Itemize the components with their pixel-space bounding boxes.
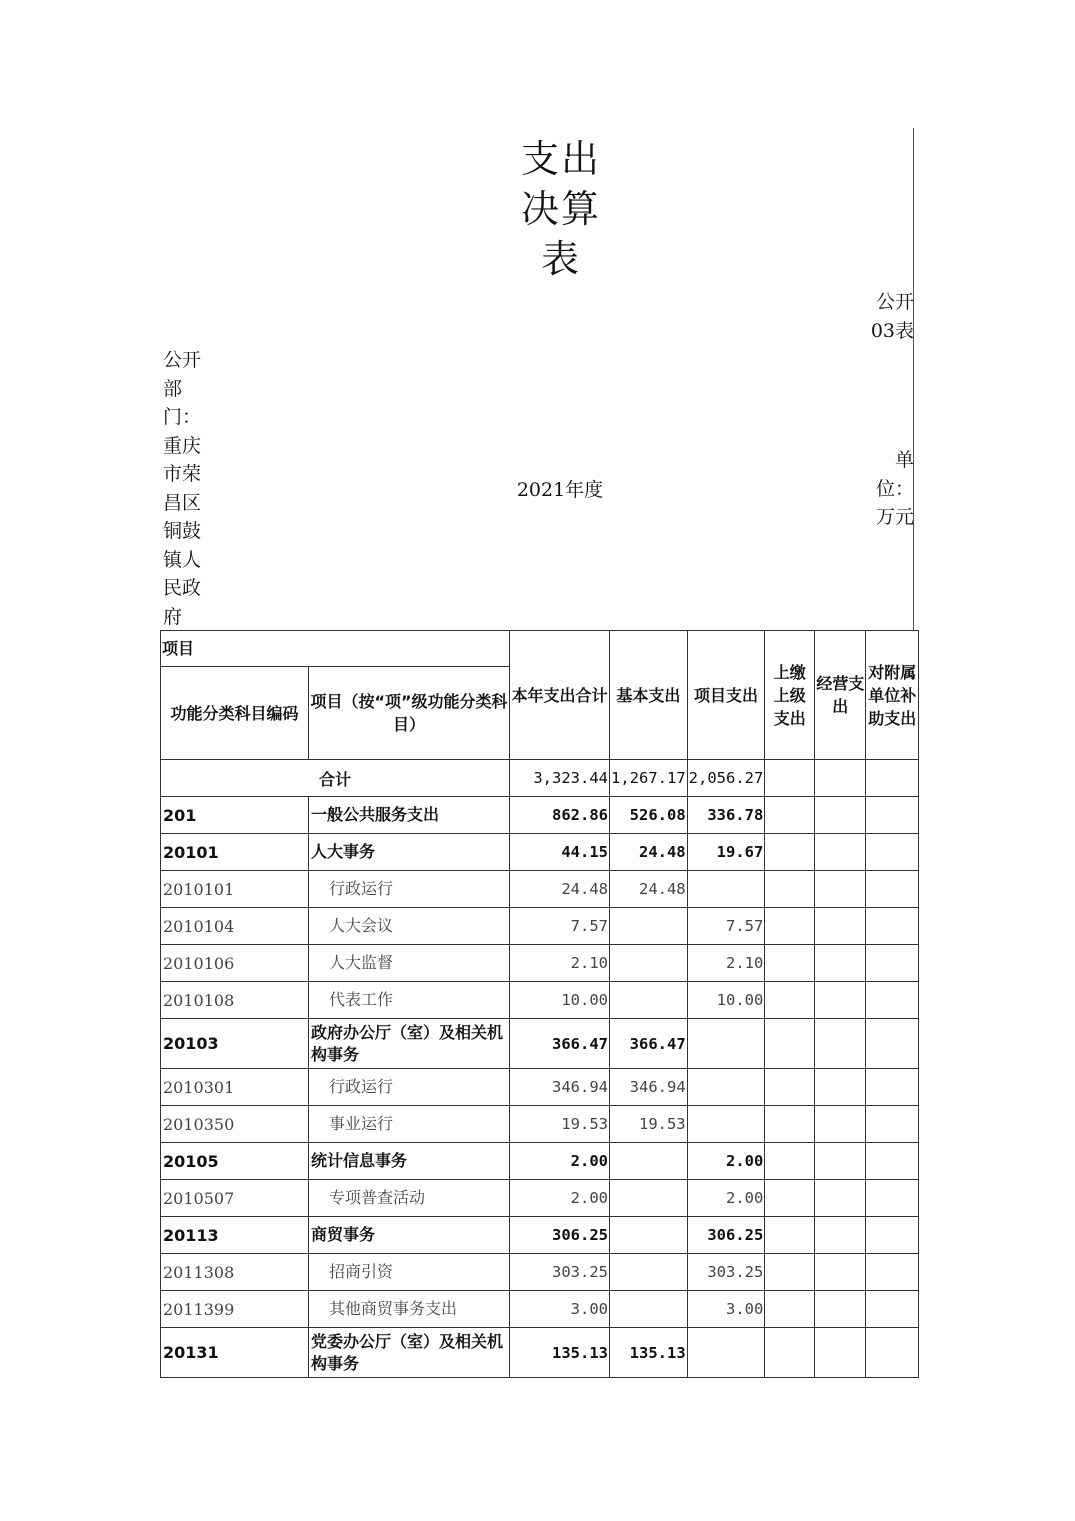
row-business: [815, 834, 866, 871]
row-upper: [765, 908, 815, 945]
row-subsidy: [866, 871, 919, 908]
total-total: 3,323.44: [510, 760, 610, 797]
row-name: 行政运行: [309, 1069, 510, 1106]
fiscal-year: 2021年度: [516, 479, 604, 501]
row-total: 862.86: [510, 797, 610, 834]
row-upper: [765, 834, 815, 871]
row-business: [815, 1254, 866, 1291]
row-basic: 19.53: [610, 1106, 688, 1143]
row-total: 366.47: [510, 1019, 610, 1069]
row-code: 201: [161, 797, 309, 834]
table-row: [161, 945, 919, 982]
row-code: 2010350: [161, 1106, 309, 1143]
row-business: [815, 908, 866, 945]
row-name: 人大会议: [309, 908, 510, 945]
table-row: [161, 1143, 919, 1180]
row-project: 10.00: [687, 982, 765, 1019]
row-subsidy: [866, 1106, 919, 1143]
header-subsidy: 对附属单位补助支出: [866, 631, 919, 760]
header-project-spend: 项目支出: [687, 631, 765, 760]
row-basic: [610, 1180, 688, 1217]
header-basic: 基本支出: [610, 631, 688, 760]
row-business: [815, 945, 866, 982]
table-row: [161, 1106, 919, 1143]
table-row: [161, 1217, 919, 1254]
table-row: [161, 1019, 919, 1069]
row-subsidy: [866, 797, 919, 834]
header-total: 本年支出合计: [510, 631, 610, 760]
header-business: 经营支出: [815, 631, 866, 760]
table-row: [161, 982, 919, 1019]
report-title: 支出决算表: [520, 137, 601, 281]
row-project: 19.67: [687, 834, 765, 871]
table-row: [161, 834, 919, 871]
row-code: 20105: [161, 1143, 309, 1180]
row-name: 人大事务: [309, 834, 510, 871]
row-name: 其他商贸事务支出: [309, 1291, 510, 1328]
row-basic: [610, 1217, 688, 1254]
row-business: [815, 1143, 866, 1180]
row-total: 135.13: [510, 1328, 610, 1378]
row-code: 2011399: [161, 1291, 309, 1328]
row-business: [815, 1217, 866, 1254]
row-code: 2011308: [161, 1254, 309, 1291]
row-total: 2.00: [510, 1180, 610, 1217]
row-basic: 135.13: [610, 1328, 688, 1378]
row-name: 招商引资: [309, 1254, 510, 1291]
total-project: 2,056.27: [687, 760, 765, 797]
unit-label: 单位：万元: [875, 449, 914, 528]
table-row: [161, 908, 919, 945]
right-border-line: [913, 128, 914, 631]
row-total: 303.25: [510, 1254, 610, 1291]
row-total: 3.00: [510, 1291, 610, 1328]
row-name: 商贸事务: [309, 1217, 510, 1254]
row-subsidy: [866, 834, 919, 871]
row-subsidy: [866, 1180, 919, 1217]
row-basic: 526.08: [610, 797, 688, 834]
total-upper: [765, 760, 815, 797]
row-upper: [765, 982, 815, 1019]
row-name: 党委办公厅（室）及相关机构事务: [309, 1328, 510, 1378]
row-basic: 366.47: [610, 1019, 688, 1069]
row-business: [815, 1069, 866, 1106]
row-upper: [765, 1069, 815, 1106]
total-basic: 1,267.17: [610, 760, 688, 797]
total-row: [161, 760, 919, 797]
row-code: 2010301: [161, 1069, 309, 1106]
row-subsidy: [866, 1254, 919, 1291]
row-name: 一般公共服务支出: [309, 797, 510, 834]
table-row: [161, 1291, 919, 1328]
row-basic: [610, 945, 688, 982]
total-business: [815, 760, 866, 797]
row-business: [815, 797, 866, 834]
row-upper: [765, 1217, 815, 1254]
form-number: 公开03表: [870, 291, 914, 342]
table-row: [161, 1069, 919, 1106]
row-total: 44.15: [510, 834, 610, 871]
row-code: 2010101: [161, 871, 309, 908]
expenditure-table: [160, 630, 919, 1378]
row-total: 2.00: [510, 1143, 610, 1180]
row-business: [815, 982, 866, 1019]
row-code: 2010106: [161, 945, 309, 982]
row-basic: 24.48: [610, 871, 688, 908]
row-name: 专项普查活动: [309, 1180, 510, 1217]
row-upper: [765, 1143, 815, 1180]
row-code: 20103: [161, 1019, 309, 1069]
row-upper: [765, 945, 815, 982]
row-name: 代表工作: [309, 982, 510, 1019]
row-basic: [610, 1291, 688, 1328]
row-upper: [765, 1180, 815, 1217]
table-row: [161, 1328, 919, 1378]
row-project: 2.10: [687, 945, 765, 982]
row-business: [815, 1328, 866, 1378]
row-code: 20131: [161, 1328, 309, 1378]
row-project: [687, 1328, 765, 1378]
row-upper: [765, 871, 815, 908]
row-basic: [610, 908, 688, 945]
row-project: 7.57: [687, 908, 765, 945]
row-business: [815, 1019, 866, 1069]
row-subsidy: [866, 1069, 919, 1106]
total-label: 合计: [161, 760, 510, 797]
row-project: 2.00: [687, 1143, 765, 1180]
table-row: [161, 1254, 919, 1291]
row-subsidy: [866, 908, 919, 945]
row-code: 2010108: [161, 982, 309, 1019]
row-project: 2.00: [687, 1180, 765, 1217]
row-upper: [765, 797, 815, 834]
row-project: [687, 871, 765, 908]
row-project: 3.00: [687, 1291, 765, 1328]
row-upper: [765, 1106, 815, 1143]
header-project: 项目: [161, 631, 510, 667]
row-code: 2010104: [161, 908, 309, 945]
row-total: 306.25: [510, 1217, 610, 1254]
row-basic: [610, 1143, 688, 1180]
row-name: 事业运行: [309, 1106, 510, 1143]
row-project: 303.25: [687, 1254, 765, 1291]
row-upper: [765, 1328, 815, 1378]
row-code: 20101: [161, 834, 309, 871]
table-row: [161, 871, 919, 908]
department-label: 公开部门：重庆市荣昌区铜鼓镇人民政府: [163, 349, 202, 628]
row-business: [815, 1180, 866, 1217]
row-business: [815, 1291, 866, 1328]
row-subsidy: [866, 945, 919, 982]
row-basic: 346.94: [610, 1069, 688, 1106]
row-total: 24.48: [510, 871, 610, 908]
header-code: 功能分类科目编码: [161, 667, 309, 760]
row-basic: [610, 982, 688, 1019]
header-upper: 上缴上级支出: [765, 631, 815, 760]
row-project: [687, 1106, 765, 1143]
row-subsidy: [866, 1217, 919, 1254]
row-project: [687, 1019, 765, 1069]
row-subsidy: [866, 1143, 919, 1180]
row-total: 7.57: [510, 908, 610, 945]
row-basic: 24.48: [610, 834, 688, 871]
row-name: 人大监督: [309, 945, 510, 982]
row-upper: [765, 1254, 815, 1291]
row-upper: [765, 1291, 815, 1328]
header-item: 项目（按“项”级功能分类科目）: [309, 667, 510, 760]
row-subsidy: [866, 1019, 919, 1069]
row-total: 346.94: [510, 1069, 610, 1106]
total-subsidy: [866, 760, 919, 797]
row-name: 统计信息事务: [309, 1143, 510, 1180]
row-project: [687, 1069, 765, 1106]
row-subsidy: [866, 982, 919, 1019]
row-total: 2.10: [510, 945, 610, 982]
row-business: [815, 1106, 866, 1143]
row-code: 20113: [161, 1217, 309, 1254]
row-code: 2010507: [161, 1180, 309, 1217]
row-subsidy: [866, 1328, 919, 1378]
table-row: [161, 797, 919, 834]
row-business: [815, 871, 866, 908]
row-name: 行政运行: [309, 871, 510, 908]
table-row: [161, 1180, 919, 1217]
row-name: 政府办公厅（室）及相关机构事务: [309, 1019, 510, 1069]
row-basic: [610, 1254, 688, 1291]
row-total: 19.53: [510, 1106, 610, 1143]
row-project: 336.78: [687, 797, 765, 834]
row-total: 10.00: [510, 982, 610, 1019]
row-project: 306.25: [687, 1217, 765, 1254]
row-subsidy: [866, 1291, 919, 1328]
row-upper: [765, 1019, 815, 1069]
